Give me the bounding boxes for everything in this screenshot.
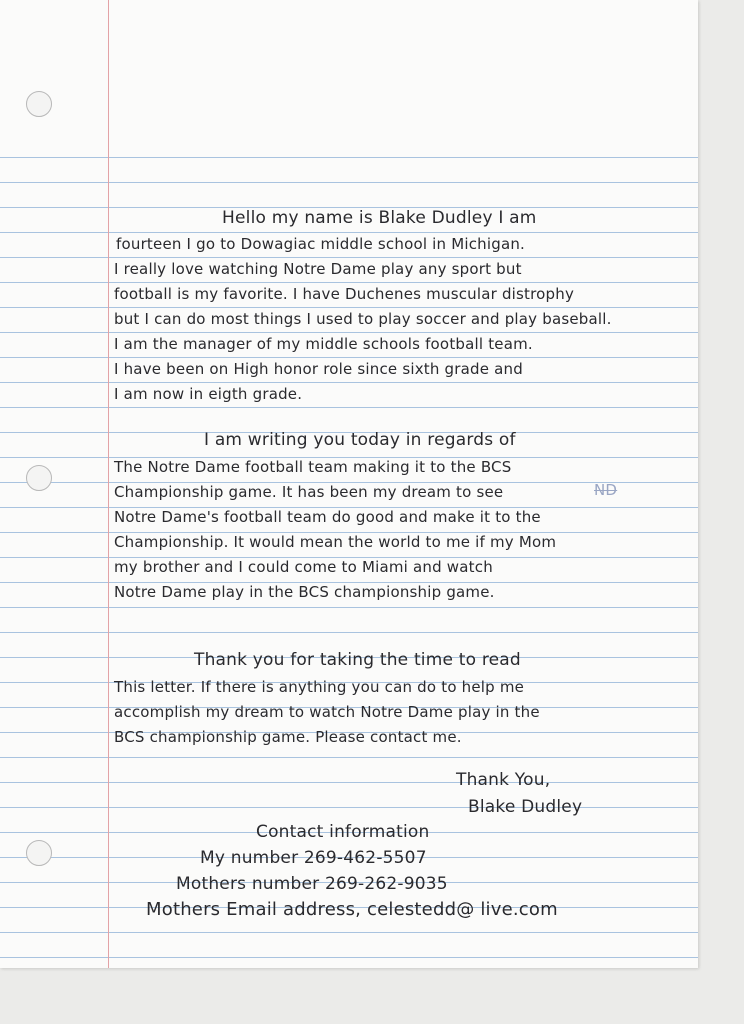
- letter-line: BCS championship game. Please contact me.: [114, 728, 462, 746]
- binder-hole-middle: [26, 465, 52, 491]
- letter-line: I am now in eigth grade.: [114, 385, 303, 403]
- letter-line: I really love watching Notre Dame play any sport but: [114, 260, 522, 278]
- binder-hole-top: [26, 91, 52, 117]
- letter-line: Hello my name is Blake Dudley I am: [222, 208, 537, 228]
- letter-line: accomplish my dream to watch Notre Dame play in the: [114, 703, 540, 721]
- letter-line: Championship. It would mean the world to me if my Mom: [114, 533, 557, 551]
- letter-line: Championship game. It has been my dream to see: [114, 483, 504, 501]
- letter-line: football is my favorite. I have Duchenes muscular distrophy: [114, 285, 575, 303]
- letter-line: my brother and I could come to Miami and watch: [114, 558, 493, 576]
- letter-line: Thank you for taking the time to read: [194, 650, 521, 670]
- letter-line: I have been on High honor role since sixth grade and: [114, 360, 523, 378]
- letter-line: I am writing you today in regards of: [204, 430, 516, 450]
- my-number: My number 269-462-5507: [200, 848, 427, 868]
- mothers-email: Mothers Email address, celestedd@ live.com: [146, 899, 558, 920]
- letter-line: I am the manager of my middle schools football team.: [114, 335, 533, 353]
- letter-line: The Notre Dame football team making it to the BCS: [114, 458, 512, 476]
- closing: Thank You,: [456, 770, 551, 790]
- letter-line: but I can do most things I used to play soccer and play baseball.: [114, 310, 612, 328]
- letter-line: fourteen I go to Dowagiac middle school in Michigan.: [116, 235, 526, 253]
- binder-hole-bottom: [26, 840, 52, 866]
- mothers-number: Mothers number 269-262-9035: [176, 874, 448, 894]
- contact-heading: Contact information: [256, 822, 430, 842]
- crossed-out-text: ND: [594, 481, 618, 499]
- letter-line: Notre Dame play in the BCS championship game.: [114, 583, 495, 601]
- letter-line: This letter. If there is anything you can do to help me: [114, 678, 525, 696]
- margin-line: [108, 0, 109, 968]
- paper-header-space: [0, 0, 698, 134]
- letter-line: Notre Dame's football team do good and make it to the: [114, 508, 541, 526]
- signature: Blake Dudley: [468, 797, 583, 817]
